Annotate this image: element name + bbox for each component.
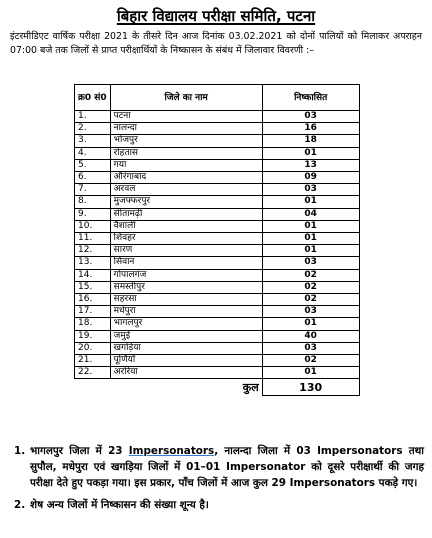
serial-cell: 6. bbox=[75, 172, 111, 184]
table-row bbox=[75, 257, 360, 269]
expelled-count-cell: 09 bbox=[262, 172, 359, 184]
serial-cell: 8. bbox=[75, 196, 111, 208]
table-row bbox=[75, 135, 360, 147]
expelled-count-cell: 02 bbox=[262, 355, 359, 367]
expelled-count-cell: 16 bbox=[262, 123, 359, 135]
table-row bbox=[75, 208, 360, 220]
district-cell: समस्तीपुर bbox=[110, 281, 262, 293]
expelled-count-cell: 03 bbox=[262, 306, 359, 318]
district-cell: मुजफ्फरपुर bbox=[110, 196, 262, 208]
table-row bbox=[75, 367, 360, 379]
table-row bbox=[75, 220, 360, 232]
intro-paragraph: इंटरमीडिएट वार्षिक परीक्षा 2021 के तीसरे दिन आज दिनांक 03.02.2021 को दोनों पालियों को मिलाकर अपराहन 07:00 बजे तक जिलों से प्राप्त परीक्षार्थियों के निष्कासन के संबंध में जिलावार विवरणी :– bbox=[10, 31, 422, 56]
header-district: जिले का नाम bbox=[110, 85, 262, 111]
document-title-text: बिहार विद्यालय परीक्षा समिति, पटना bbox=[116, 7, 316, 25]
serial-cell: 14. bbox=[75, 269, 111, 281]
serial-cell: 4. bbox=[75, 147, 111, 159]
serial-cell: 21. bbox=[75, 355, 111, 367]
note-text-pre: भागलपुर जिला में 23 bbox=[30, 445, 129, 457]
expelled-count-cell: 03 bbox=[262, 342, 359, 354]
serial-cell: 9. bbox=[75, 208, 111, 220]
expelled-count-cell: 01 bbox=[262, 147, 359, 159]
table-row bbox=[75, 294, 360, 306]
total-blank bbox=[75, 379, 111, 396]
expelled-count-cell: 02 bbox=[262, 281, 359, 293]
serial-cell: 5. bbox=[75, 159, 111, 171]
expelled-count-cell: 01 bbox=[262, 233, 359, 245]
expelled-count-cell: 13 bbox=[262, 159, 359, 171]
district-cell: औरंगाबाद bbox=[110, 172, 262, 184]
table-row bbox=[75, 318, 360, 330]
district-cell: शिवहर bbox=[110, 233, 262, 245]
serial-cell: 7. bbox=[75, 184, 111, 196]
expelled-count-cell: 01 bbox=[262, 196, 359, 208]
expelled-count-cell: 01 bbox=[262, 245, 359, 257]
expelled-count-cell: 40 bbox=[262, 330, 359, 342]
expulsion-table bbox=[74, 84, 360, 396]
expelled-count-cell: 03 bbox=[262, 184, 359, 196]
district-cell: सीतामढ़ी bbox=[110, 208, 262, 220]
district-cell: अररिया bbox=[110, 367, 262, 379]
note-text bbox=[30, 443, 424, 491]
note-number: 1. bbox=[14, 445, 26, 457]
table-row bbox=[75, 330, 360, 342]
serial-cell: 3. bbox=[75, 135, 111, 147]
serial-cell: 20. bbox=[75, 342, 111, 354]
table-row bbox=[75, 196, 360, 208]
table-row bbox=[75, 269, 360, 281]
table-row bbox=[75, 111, 360, 123]
total-label: कुल bbox=[110, 379, 262, 396]
district-cell: रोहतास bbox=[110, 147, 262, 159]
serial-cell: 16. bbox=[75, 294, 111, 306]
district-cell: सिवान bbox=[110, 257, 262, 269]
table-row bbox=[75, 245, 360, 257]
expelled-count-cell: 01 bbox=[262, 220, 359, 232]
header-expelled: निष्कासित bbox=[262, 85, 359, 111]
serial-cell: 11. bbox=[75, 233, 111, 245]
serial-cell: 22. bbox=[75, 367, 111, 379]
serial-cell: 17. bbox=[75, 306, 111, 318]
district-cell: वैशाली bbox=[110, 220, 262, 232]
expelled-count-cell: 01 bbox=[262, 318, 359, 330]
serial-cell: 1. bbox=[75, 111, 111, 123]
district-cell: नालन्दा bbox=[110, 123, 262, 135]
note-2 bbox=[14, 497, 424, 513]
district-cell: जमुई bbox=[110, 330, 262, 342]
district-cell: भागलपुर bbox=[110, 318, 262, 330]
note-text-pre: शेष अन्य जिलों में निष्कासन की संख्या शून्य है। bbox=[30, 499, 209, 511]
expelled-count-cell: 03 bbox=[262, 111, 359, 123]
serial-cell: 18. bbox=[75, 318, 111, 330]
table-row bbox=[75, 233, 360, 245]
table-row bbox=[75, 123, 360, 135]
document-title bbox=[0, 6, 432, 26]
serial-cell: 13. bbox=[75, 257, 111, 269]
table-row bbox=[75, 306, 360, 318]
district-cell: मधेपुरा bbox=[110, 306, 262, 318]
district-cell: गोपालगंज bbox=[110, 269, 262, 281]
table-header-row bbox=[75, 85, 360, 111]
table-row bbox=[75, 159, 360, 171]
district-cell: पटना bbox=[110, 111, 262, 123]
expelled-count-cell: 01 bbox=[262, 367, 359, 379]
table-row bbox=[75, 172, 360, 184]
total-row bbox=[75, 379, 360, 396]
serial-cell: 15. bbox=[75, 281, 111, 293]
notes-section bbox=[14, 443, 424, 519]
note-1 bbox=[14, 443, 424, 491]
district-cell: खगड़िया bbox=[110, 342, 262, 354]
note-text bbox=[30, 497, 424, 513]
district-cell: गया bbox=[110, 159, 262, 171]
serial-cell: 2. bbox=[75, 123, 111, 135]
district-cell: सारण bbox=[110, 245, 262, 257]
table-row bbox=[75, 184, 360, 196]
district-cell: अरवल bbox=[110, 184, 262, 196]
expelled-count-cell: 03 bbox=[262, 257, 359, 269]
table-body bbox=[75, 111, 360, 396]
expelled-count-cell: 18 bbox=[262, 135, 359, 147]
expelled-count-cell: 02 bbox=[262, 269, 359, 281]
note-text-highlight: Impersonators bbox=[128, 445, 215, 457]
header-serial: क्र0 सं0 bbox=[75, 85, 111, 111]
table-row bbox=[75, 355, 360, 367]
district-cell: भोजपुर bbox=[110, 135, 262, 147]
total-value: 130 bbox=[262, 379, 359, 396]
table-row bbox=[75, 147, 360, 159]
table-row bbox=[75, 281, 360, 293]
serial-cell: 10. bbox=[75, 220, 111, 232]
expelled-count-cell: 02 bbox=[262, 294, 359, 306]
table-row bbox=[75, 342, 360, 354]
serial-cell: 12. bbox=[75, 245, 111, 257]
serial-cell: 19. bbox=[75, 330, 111, 342]
expelled-count-cell: 04 bbox=[262, 208, 359, 220]
note-text-post: , नालन्दा जिला में 03 Impersonators तथा सुपौल, मधेपुरा एवं खगड़िया जिलों में 01–01 Impersonator को दूसरे परीक्षार्थी की जगह परीक्षा देते हुए पकड़ा गया। इस प्रकार, पाँच जिलों में आज कुल 29 Impersonators पकड़े गए। bbox=[30, 445, 424, 489]
district-cell: पूर्णियाँ bbox=[110, 355, 262, 367]
note-number: 2. bbox=[14, 499, 26, 511]
district-cell: सहरसा bbox=[110, 294, 262, 306]
